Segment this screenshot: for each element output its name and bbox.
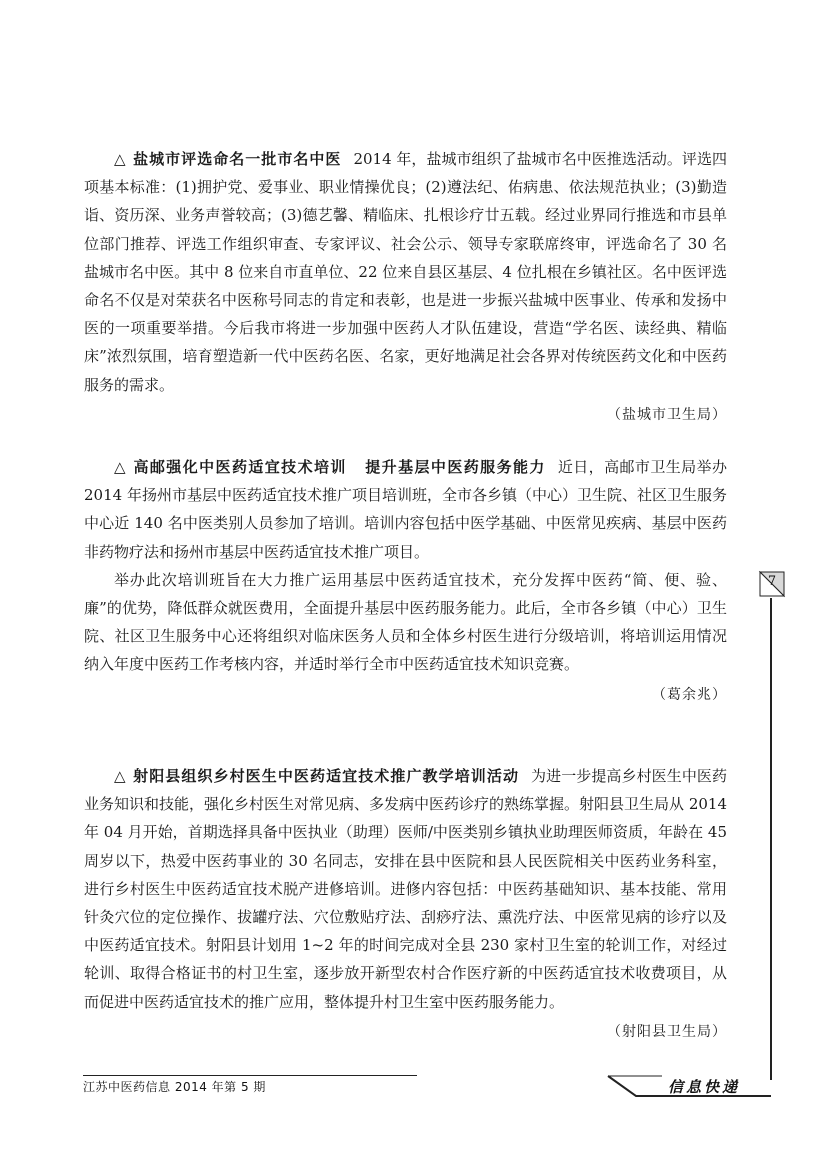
article-gaoyou [84, 453, 727, 709]
article-2-source: （葛余兆） [652, 686, 727, 703]
article-2-paragraph-1 [84, 453, 727, 566]
article-1-paragraph-1 [84, 145, 727, 399]
article-2-body-1: 近日，高邮市卫生局举办 2014 年扬州市基层中医药适宜技术推广项目培训班，全市各乡镇（中心）卫生院、社区卫生服务中心近 140 名中医类别人员参加了培训。培训内容包括中医学基础、中医常见疾病、基层中医药非药物疗法和扬州市基层中医药适宜技术推广项目。 [84, 458, 727, 561]
right-margin-rule [770, 598, 772, 1080]
article-1-headline: 盐城市评选命名一批市名中医 [133, 150, 342, 168]
article-yancheng [84, 145, 727, 429]
footer-section-label: 信息快递 [668, 1078, 741, 1096]
triangle-bullet-icon: △ [114, 458, 126, 476]
triangle-bullet-icon: △ [114, 150, 126, 168]
footer-journal-issue: 江苏中医药信息 2014 年第 5 期 [83, 1080, 266, 1094]
article-2-headline-part2: 提升基层中医药服务能力 [364, 458, 546, 476]
article-1-source: （盐城市卫生局） [607, 406, 727, 423]
article-3-paragraph-1 [84, 762, 727, 1016]
page-number-badge [758, 570, 786, 598]
article-3-body: 为进一步提高乡村医生中医药业务知识和技能，强化乡村医生对常见病、多发病中医药诊疗的熟练掌握。射阳县卫生局从 2014 年 04 月开始，首期选择具备中医执业（助理）医师/中医类别乡镇执业助理医师资质，年龄在 45 周岁以下，热爱中医药事业的 30 名同志，安排在县中医院和县人民医院相关中医药业务科室，进行乡村医生中医药适宜技术脱产进修培训。进修内容包括：中医药基础知识、基本技能、常用针灸穴位的定位操作、拔罐疗法、穴位敷贴疗法、刮痧疗法、熏洗疗法、中医常见病的诊疗以及中医药适宜技术。射阳县计划用 1~2 年的时间完成对全县 230 家村卫生室的轮训工作，对经过轮训、取得合格证书的村卫生室，逐步放开新型农村合作医疗新的中医药适宜技术收费项目，从而促进中医药适宜技术的推广应用，整体提升村卫生室中医药服务能力。 [84, 767, 727, 1011]
article-2-headline [133, 458, 545, 476]
article-3-source: （射阳县卫生局） [607, 1023, 727, 1040]
article-2-headline-part1: 高邮强化中医药适宜技术培训 [133, 458, 347, 476]
page-number: 7 [767, 574, 777, 589]
triangle-bullet-icon: △ [114, 767, 126, 785]
article-3-headline: 射阳县组织乡村医生中医药适宜技术推广教学培训活动 [133, 767, 520, 785]
footer-rule [83, 1075, 417, 1076]
article-1-body: 2014 年，盐城市组织了盐城市名中医推选活动。评选四项基本标准：(1)拥护党、爱事业、职业情操优良；(2)遵法纪、佑病患、依法规范执业；(3)勤造诣、资历深、业务声誉较高；(3)德艺馨、精临床、扎根诊疗廿五载。经过业界同行推选和市县单位部门推荐、评选工作组织审查、专家评议、社会公示、领导专家联席终审，评选命名了 30 名盐城市名中医。其中 8 位来自市直单位、22 位来自县区基层、4 位扎根在乡镇社区。名中医评选命名不仅是对荣获名中医称号同志的肯定和表彰，也是进一步振兴盐城中医事业、传承和发扬中医的一项重要举措。今后我市将进一步加强中医药人才队伍建设，营造“学名医、读经典、精临床”浓烈氛围，培育塑造新一代中医药名医、名家，更好地满足社会各界对传统医药文化和中医药服务的需求。 [84, 150, 727, 394]
article-2-paragraph-2: 举办此次培训班旨在大力推广运用基层中医药适宜技术，充分发挥中医药“简、便、验、廉”的优势，降低群众就医费用，全面提升基层中医药服务能力。此后，全市各乡镇（中心）卫生院、社区卫生服务中心还将组织对临床医务人员和全体乡村医生进行分级培训，将培训运用情况纳入年度中医药工作考核内容，并适时举行全市中医药适宜技术知识竞赛。 [84, 570, 727, 674]
article-sheyang [84, 762, 727, 1046]
footer-section-tab [606, 1074, 772, 1098]
